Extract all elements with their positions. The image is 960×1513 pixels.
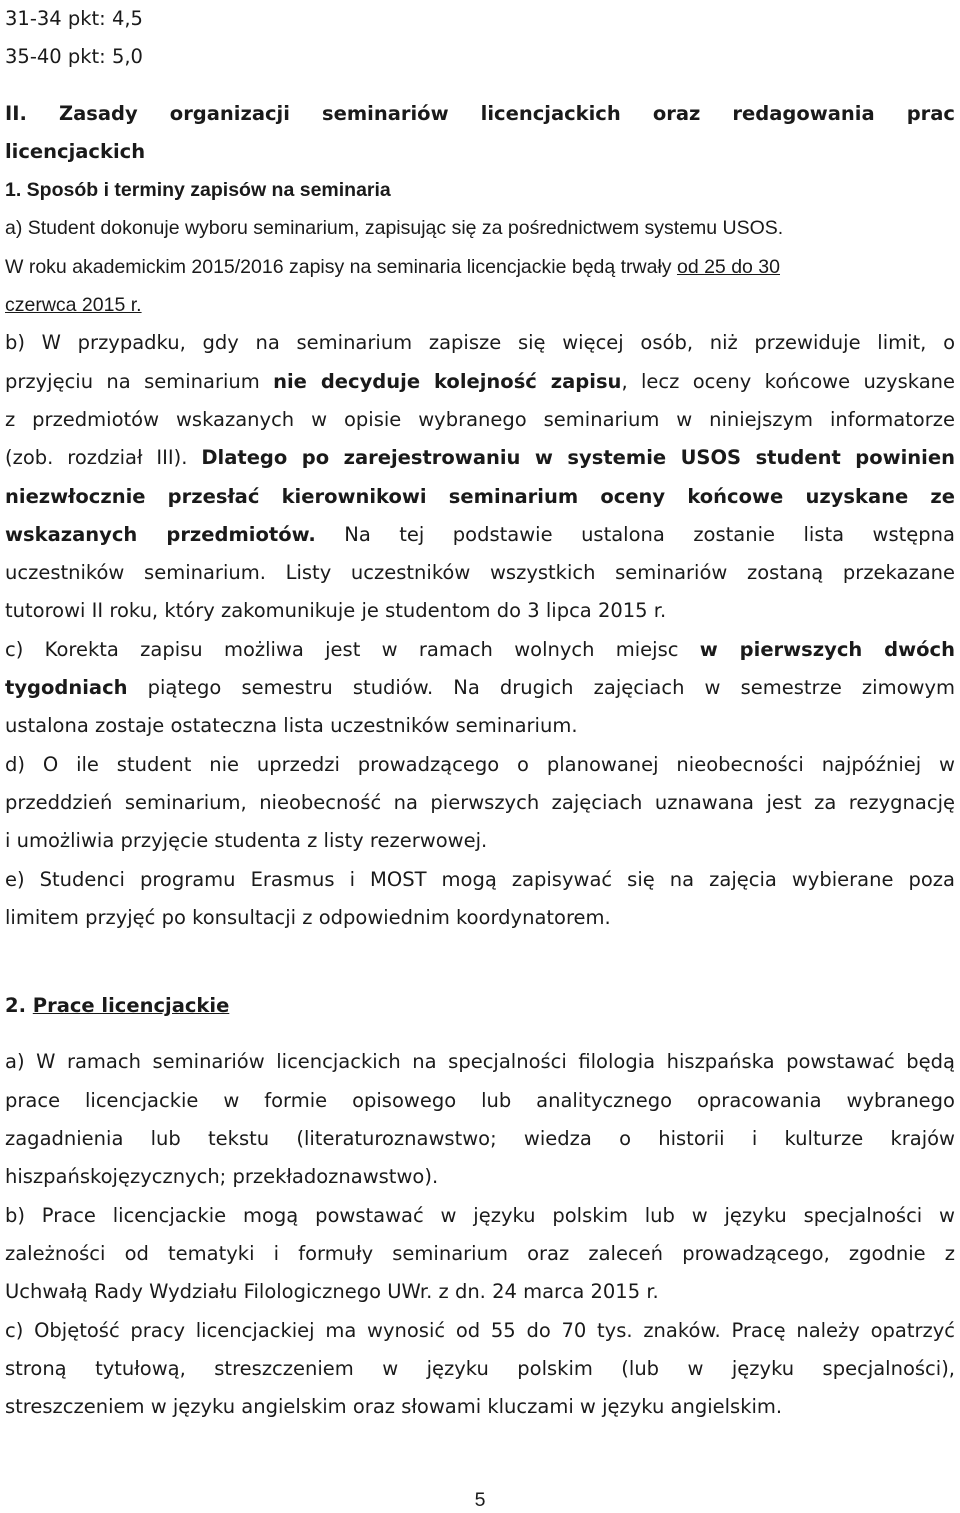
paragraph-b-line: uczestników seminarium. Listy uczestników wszystkich seminariów zostaną przekazane (5, 561, 955, 585)
paragraph-b-line: tutorowi II roku, który zakomunikuje je studentom do 3 lipca 2015 r. (5, 599, 667, 623)
subsection-title-2 (5, 987, 955, 1025)
paragraph-a-line (5, 248, 955, 286)
paragraph-a-line: a) Student dokonuje wyboru seminarium, zapisując się za pośrednictwem systemu USOS. (5, 217, 784, 240)
paragraph-c-line (5, 631, 955, 669)
paragraph-c-line (5, 669, 955, 707)
underlined-date: od 25 do 30 (676, 255, 780, 278)
section-title-text: Prace licencjackie (32, 994, 230, 1018)
text-run: c) Korekta zapisu możliwa jest w ramach wolnych miejsc (5, 637, 700, 661)
paragraph-2a-line: a) W ramach seminariów licencjackich na specjalności filologia hiszpańska powstawać będą (5, 1050, 955, 1074)
paragraph-c-line: ustalona zostaje ostateczna lista uczestników seminarium. (5, 714, 578, 738)
paragraph-e-line: e) Studenci programu Erasmus i MOST mogą zapisywać się na zajęcia wybierane poza (5, 867, 955, 891)
section-heading: II. Zasady organizacji seminariów licencjackich oraz redagowania prac (5, 101, 955, 125)
paragraph-2a-line: zagadnienia lub tekstu (literaturoznawstwo; wiedza o historii i kulturze krajów (5, 1127, 955, 1151)
paragraph-b-line: niezwłocznie przesłać kierownikowi seminarium oceny końcowe uzyskane ze (5, 484, 955, 508)
paragraph-d-line: i umożliwia przyjęcie studenta z listy rezerwowej. (5, 829, 488, 853)
paragraph-b-line (5, 363, 955, 401)
text-run: Na tej podstawie ustalona zostanie lista wstępna (315, 522, 955, 546)
paragraph-2b-line: b) Prace licencjackie mogą powstawać w języku polskim lub w języku specjalności w (5, 1203, 955, 1227)
paragraph-b-line: b) W przypadku, gdy na seminarium zapisze się więcej osób, niż przewiduje limit, o (5, 331, 955, 355)
score-line: 31-34 pkt: 4,5 (5, 7, 143, 30)
bold-run: wskazanych przedmiotów. (5, 522, 316, 546)
paragraph-e-line: limitem przyjęć po konsultacji z odpowiednim koordynatorem. (5, 905, 611, 929)
paragraph-2a-line: prace licencjackie w formie opisowego lub analitycznego opracowania wybranego (5, 1088, 955, 1112)
paragraph-2c-line: streszczeniem w języku angielskim oraz słowami kluczami w języku angielskim. (5, 1395, 783, 1419)
paragraph-d-line: przeddzień seminarium, nieobecność na pierwszych zajęciach uznawana jest za rezygnację (5, 790, 955, 814)
paragraph-a-line (5, 286, 955, 324)
text-run: , lecz oceny końcowe uzyskane (621, 369, 955, 393)
section-heading-cont: licencjackich (5, 139, 146, 163)
bold-run: tygodniach (5, 676, 128, 700)
paragraph-b-line (5, 516, 955, 554)
page-number: 5 (474, 1489, 486, 1511)
paragraph-2b-line: Uchwałą Rady Wydziału Filologicznego UWr. z dn. 24 marca 2015 r. (5, 1280, 659, 1304)
text-run: piątego semestru studiów. Na drugich zajęciach w semestrze zimowym (127, 676, 955, 700)
text-run: przyjęciu na seminarium (5, 369, 274, 393)
paragraph-2b-line: zależności od tematyki i formuły seminarium oraz zaleceń prowadzącego, zgodnie z (5, 1241, 955, 1265)
document-page (5, 0, 955, 1426)
section-number: 2. (5, 994, 26, 1018)
subsection-title-1: 1. Sposób i terminy zapisów na seminaria (5, 179, 391, 202)
bold-run: Dlatego po zarejestrowaniu w systemie USOS student powinien (201, 446, 955, 470)
underlined-date: czerwca 2015 r. (5, 294, 142, 317)
text-run: W roku akademickim 2015/2016 zapisy na seminaria licencjackie będą trwały (5, 255, 677, 278)
text-run: (zob. rozdział III). (5, 446, 202, 470)
paragraph-d-line: d) O ile student nie uprzedzi prowadzącego o planowanej nieobecności najpóźniej w (5, 752, 955, 776)
paragraph-b-line: z przedmiotów wskazanych w opisie wybranego seminarium w niniejszym informatorze (5, 407, 955, 431)
paragraph-b-line (5, 439, 955, 477)
bold-run: w pierwszych dwóch (699, 637, 955, 661)
paragraph-2c-line: stroną tytułową, streszczeniem w języku polskim (lub w języku specjalności), (5, 1356, 955, 1380)
paragraph-2c-line: c) Objętość pracy licencjackiej ma wynosić od 55 do 70 tys. znaków. Pracę należy opatrzyć (5, 1318, 955, 1342)
paragraph-2a-line: hiszpańskojęzycznych; przekładoznawstwo). (5, 1165, 439, 1189)
score-line: 35-40 pkt: 5,0 (5, 45, 143, 69)
bold-run: nie decyduje kolejność zapisu (273, 369, 622, 393)
